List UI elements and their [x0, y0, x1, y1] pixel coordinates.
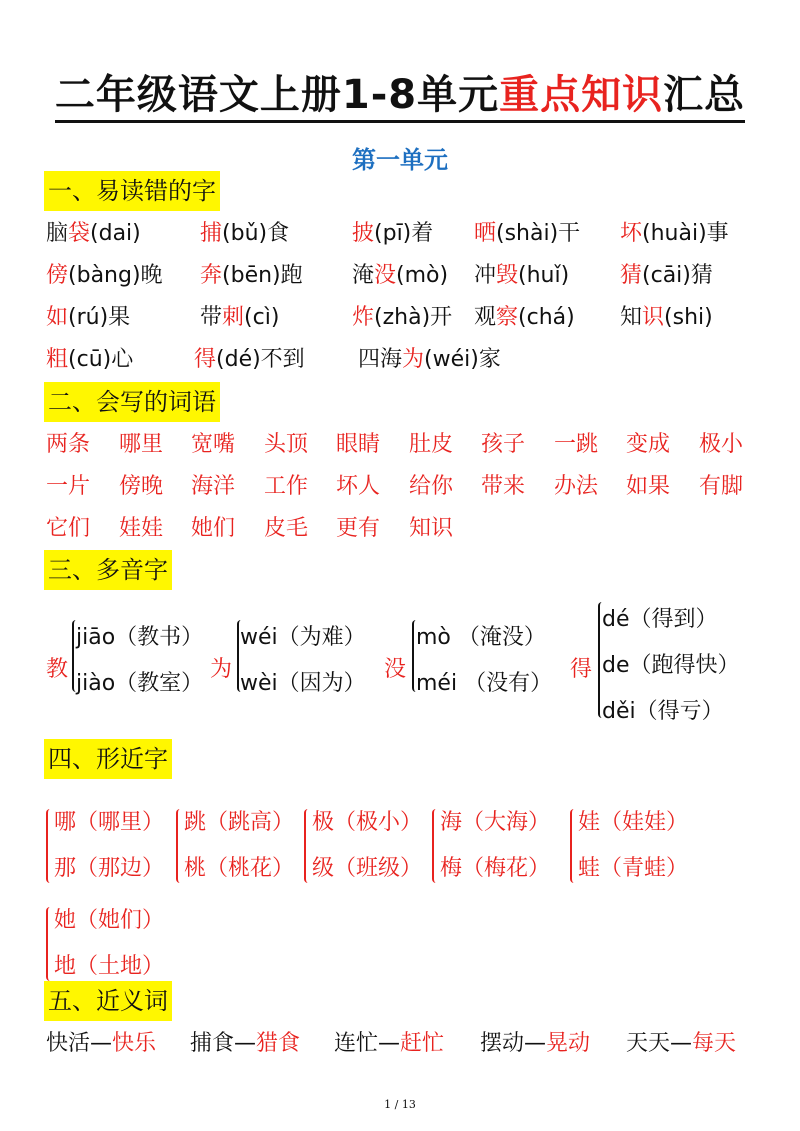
- synonym-word: 连忙: [334, 1031, 379, 1056]
- similar-brace: [46, 809, 54, 883]
- word-item: 它们: [46, 516, 91, 541]
- word-item: 如果: [626, 474, 671, 499]
- misread-highlight: 刺: [222, 305, 245, 330]
- similar-item: 地（土地）: [54, 954, 165, 979]
- misread-highlight: 披: [352, 221, 375, 246]
- misread-item: [46, 300, 130, 331]
- similar-brace: [46, 907, 54, 981]
- misread-item: [194, 342, 305, 373]
- word-item: 两条: [46, 432, 91, 457]
- misread-pinyin: (shài)干: [496, 221, 581, 246]
- page-number: 1 / 13: [384, 1098, 416, 1111]
- synonym-word: 天天: [626, 1031, 671, 1056]
- misread-pinyin: (pī)着: [374, 221, 434, 246]
- synonym-dash: —: [524, 1031, 547, 1056]
- misread-prefix: 知: [620, 305, 643, 330]
- misread-prefix: 观: [474, 305, 497, 330]
- polyphone-char: 得: [570, 657, 593, 682]
- similar-brace: [176, 809, 184, 883]
- misread-pinyin: (cū)心: [68, 347, 134, 372]
- similar-item: 她（她们）: [54, 908, 165, 933]
- polyphone-reading: děi（得亏）: [602, 699, 724, 724]
- misread-pinyin: (shi): [664, 305, 713, 330]
- similar-item: 极（极小）: [312, 810, 423, 835]
- misread-highlight: 粗: [46, 347, 69, 372]
- misread-highlight: 得: [194, 347, 217, 372]
- misread-pinyin: (cāi)猜: [642, 263, 713, 288]
- synonym-pair: [46, 1026, 156, 1057]
- misread-pinyin: (dai): [90, 221, 141, 246]
- word-item: 坏人: [336, 474, 381, 499]
- synonym-pair: [190, 1026, 300, 1057]
- section-heading-similar: 四、形近字: [44, 739, 172, 779]
- document-title: [0, 72, 800, 123]
- word-item: 皮毛: [264, 516, 309, 541]
- misread-pinyin: (bàng)晚: [68, 263, 163, 288]
- synonym-match: 赶忙: [400, 1031, 445, 1056]
- section-heading-misread: 一、易读错的字: [44, 171, 220, 211]
- synonym-pair: [334, 1026, 444, 1057]
- synonym-word: 快活: [46, 1031, 91, 1056]
- word-item: 一片: [46, 474, 91, 499]
- synonym-dash: —: [90, 1031, 113, 1056]
- title-end: 汇总: [663, 72, 746, 118]
- misread-highlight: 识: [642, 305, 665, 330]
- similar-item: 跳（跳高）: [184, 810, 295, 835]
- similar-brace: [304, 809, 312, 883]
- misread-item: [358, 342, 501, 373]
- misread-pinyin: (mò): [396, 263, 449, 288]
- word-item: 一跳: [554, 432, 599, 457]
- word-item: 傍晚: [119, 474, 164, 499]
- synonym-match: 晃动: [546, 1031, 591, 1056]
- polyphone-char: 教: [46, 657, 69, 682]
- misread-highlight: 为: [402, 347, 425, 372]
- polyphone-reading: wéi（为难）: [240, 625, 366, 650]
- title-highlight: 重点知识: [499, 72, 664, 118]
- polyphone-reading: de（跑得快）: [602, 653, 740, 678]
- misread-pinyin: (chá): [518, 305, 575, 330]
- polyphone-reading: dé（得到）: [602, 607, 718, 632]
- synonym-dash: —: [378, 1031, 401, 1056]
- similar-item: 娃（娃娃）: [578, 810, 689, 835]
- section-heading-polyphones: 三、多音字: [44, 550, 172, 590]
- misread-item: [200, 258, 303, 289]
- word-item: 有脚: [699, 474, 744, 499]
- similar-brace: [432, 809, 440, 883]
- synonym-match: 快乐: [112, 1031, 157, 1056]
- word-item: 哪里: [119, 432, 164, 457]
- similar-brace: [570, 809, 578, 883]
- misread-highlight: 坏: [620, 221, 643, 246]
- misread-highlight: 袋: [68, 221, 91, 246]
- misread-pinyin: (dé)不到: [216, 347, 305, 372]
- section-heading-words: 二、会写的词语: [44, 382, 220, 422]
- title-main: 二年级语文上册1-8单元: [54, 72, 500, 118]
- misread-item: [352, 258, 448, 289]
- misread-item: [46, 258, 163, 289]
- polyphone-char: 没: [384, 657, 407, 682]
- similar-item: 海（大海）: [440, 810, 551, 835]
- synonym-dash: —: [670, 1031, 693, 1056]
- word-item: 孩子: [481, 432, 526, 457]
- misread-item: [352, 216, 433, 247]
- synonym-pair: [626, 1026, 736, 1057]
- synonym-match: 猎食: [256, 1031, 301, 1056]
- misread-item: [46, 216, 141, 247]
- polyphone-reading: mò （淹没）: [416, 625, 546, 650]
- polyphone-reading: wèi（因为）: [240, 671, 366, 696]
- word-item: 头顶: [264, 432, 309, 457]
- misread-highlight: 猜: [620, 263, 643, 288]
- misread-item: [200, 216, 289, 247]
- misread-item: [620, 216, 729, 247]
- word-item: 办法: [554, 474, 599, 499]
- word-item: 给你: [409, 474, 454, 499]
- misread-highlight: 捕: [200, 221, 223, 246]
- word-item: 极小: [699, 432, 744, 457]
- misread-pinyin: (huǐ): [518, 263, 570, 288]
- similar-item: 桃（桃花）: [184, 856, 295, 881]
- misread-highlight: 晒: [474, 221, 497, 246]
- misread-pinyin: (huài)事: [642, 221, 729, 246]
- word-item: 变成: [626, 432, 671, 457]
- word-item: 带来: [481, 474, 526, 499]
- misread-prefix: 脑: [46, 221, 69, 246]
- misread-item: [620, 258, 713, 289]
- misread-pinyin: (bǔ)食: [222, 221, 290, 246]
- similar-item: 蛙（青蛙）: [578, 856, 689, 881]
- word-item: 工作: [264, 474, 309, 499]
- misread-highlight: 如: [46, 305, 69, 330]
- misread-prefix: 淹: [352, 263, 375, 288]
- misread-prefix: 冲: [474, 263, 497, 288]
- synonym-word: 摆动: [480, 1031, 525, 1056]
- word-item: 知识: [409, 516, 454, 541]
- misread-highlight: 奔: [200, 263, 223, 288]
- synonym-word: 捕食: [190, 1031, 235, 1056]
- synonym-dash: —: [234, 1031, 257, 1056]
- misread-prefix: 四海: [358, 347, 403, 372]
- section-heading-synonyms: 五、近义词: [44, 981, 172, 1021]
- misread-item: [474, 300, 575, 331]
- word-item: 她们: [191, 516, 236, 541]
- synonym-pair: [480, 1026, 590, 1057]
- word-item: 娃娃: [119, 516, 164, 541]
- misread-pinyin: (rú)果: [68, 305, 131, 330]
- misread-item: [352, 300, 452, 331]
- misread-item: [200, 300, 279, 331]
- misread-pinyin: (cì): [244, 305, 280, 330]
- synonym-match: 每天: [692, 1031, 737, 1056]
- similar-item: 级（班级）: [312, 856, 423, 881]
- polyphone-reading: jiāo（教书）: [76, 625, 204, 650]
- misread-highlight: 毁: [496, 263, 519, 288]
- misread-prefix: 带: [200, 305, 223, 330]
- polyphone-reading: jiào（教室）: [76, 671, 204, 696]
- similar-item: 哪（哪里）: [54, 810, 165, 835]
- misread-item: [474, 216, 580, 247]
- word-item: 海洋: [191, 474, 236, 499]
- word-item: 眼睛: [336, 432, 381, 457]
- word-item: 宽嘴: [191, 432, 236, 457]
- misread-highlight: 察: [496, 305, 519, 330]
- word-item: 更有: [336, 516, 381, 541]
- polyphone-char: 为: [210, 657, 233, 682]
- misread-item: [474, 258, 569, 289]
- word-item: 肚皮: [409, 432, 454, 457]
- unit-heading: 第一单元: [352, 146, 448, 174]
- misread-highlight: 没: [374, 263, 397, 288]
- misread-pinyin: (zhà)开: [374, 305, 453, 330]
- similar-item: 那（那边）: [54, 856, 165, 881]
- misread-pinyin: (wéi)家: [424, 347, 501, 372]
- similar-item: 梅（梅花）: [440, 856, 551, 881]
- misread-item: [620, 300, 713, 331]
- misread-item: [46, 342, 133, 373]
- misread-highlight: 炸: [352, 305, 375, 330]
- misread-highlight: 傍: [46, 263, 69, 288]
- misread-pinyin: (bēn)跑: [222, 263, 303, 288]
- polyphone-reading: méi （没有）: [416, 671, 553, 696]
